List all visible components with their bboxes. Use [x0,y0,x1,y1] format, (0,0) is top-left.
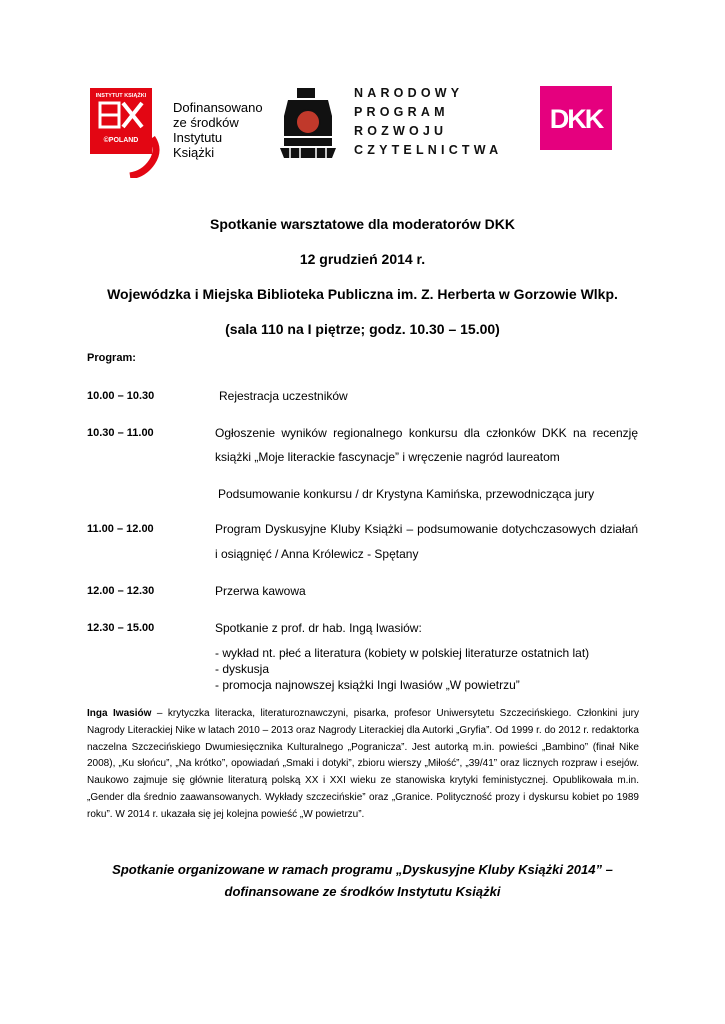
program-subitem: - promocja najnowszej książki Ingi Iwasiów „W powietrzu” [215,678,520,692]
nprc-line: CZYTELNICTWA [354,143,503,157]
nprc-line: PROGRAM [354,105,449,119]
ik-funding-text [173,100,263,160]
program-item: książki „Moje literackie fascynacje” i wręczenie nagród laureatom [215,450,560,464]
program-item: i osiągnięć / Anna Królewicz - Spętany [215,547,419,561]
event-date: 12 grudzień 2014 r. [299,251,426,267]
speaker-bio [87,706,639,824]
event-title: Spotkanie warsztatowe dla moderatorów DKK [210,216,515,232]
ik-text-line: Instytutu [173,130,223,145]
ik-logo-title: INSTYTUT KSIĄŻKI [95,93,147,99]
program-subitem: - wykład nt. płeć a literatura (kobiety w polskiej literaturze ostatnich lat) [215,646,590,660]
program-item: Podsumowanie konkursu / dr Krystyna Kamińska, przewodnicząca jury [218,487,595,501]
event-venue: Wojewódzka i Miejska Biblioteka Publiczna im. Z. Herberta w Gorzowie Wlkp. [107,286,618,302]
speaker-bio-text: – krytyczka literacka, literaturoznawczyni, pisarka, profesor Uniwersytetu Szczecińskiego. Członkini jury Nagrody Literackiej Nike w latach 2010 – 2013 oraz Nagrody Literackiej dla Autorki „Gryfia”. Od 1999 r. do 2012 r. redaktorka naczelna Szczecińskiego Dwumiesięcznika Kulturalnego „Pogranicza”. Jest autorką m.in. powieści „Bambino” (finał Nike 2008), „Ku słońcu”, „Na krótko”, opowiadań „Smaki i dotyki”, zbioru wierszy „Miłość”, „39/41” oraz licznych rozpraw i esejów. Naukowo zajmuje się głównie literaturą polską XX i XXI wieku ze stanowiska krytyki feministycznej. Opublikowała m.in. „Gender dla średnio zaawansowanych. Wykłady szczecińskie” oraz „Granice. Polityczność prozy i dyskursu kobiet po 1989 roku”. W 2014 r. ukazała się jej kolejna powieść „W powietrzu”. [87,708,639,820]
program-time: 12.00 – 12.30 [87,585,155,597]
closing-line: Spotkanie organizowane w ramach programu „Dyskusyjne Kluby Książki 2014” – [112,862,613,877]
program-subitem: - dyskusja [215,662,270,676]
nprc-line: ROZWOJU [354,124,448,138]
program-item: Ogłoszenie wyników regionalnego konkursu dla członków DKK na recenzję [215,426,638,440]
closing-line: dofinansowane ze środków Instytutu Książki [224,884,501,899]
program-item: Rejestracja uczestników [219,389,348,403]
nprc-text [354,84,502,160]
program-time: 12.30 – 15.00 [87,622,155,634]
speaker-name: Inga Iwasiów [87,708,152,719]
dkk-logo-text: DKK [549,104,603,134]
program-time: 11.00 – 12.00 [87,523,154,535]
program-item: Przerwa kawowa [215,584,306,598]
ik-text-line: Dofinansowano [173,100,263,115]
ik-logo-poland: ©POLAND [103,137,139,144]
nprc-line: NARODOWY [354,86,464,100]
program-item: Program Dyskusyjne Kluby Książki – podsumowanie dotychczasowych działań [215,522,638,536]
program-time: 10.00 – 10.30 [87,390,155,402]
instytut-ksiazki-logo [90,88,160,178]
program-item: Spotkanie z prof. dr hab. Ingą Iwasiów: [215,621,422,635]
program-time: 10.30 – 11.00 [87,427,154,439]
ik-text-line: Książki [173,145,215,160]
event-room-time: (sala 110 na I piętrze; godz. 10.30 – 15.00) [225,321,500,337]
ik-text-line: ze środków [173,115,239,130]
dkk-logo [540,86,612,150]
locomotive-icon [278,86,338,160]
program-label: Program: [87,352,136,364]
